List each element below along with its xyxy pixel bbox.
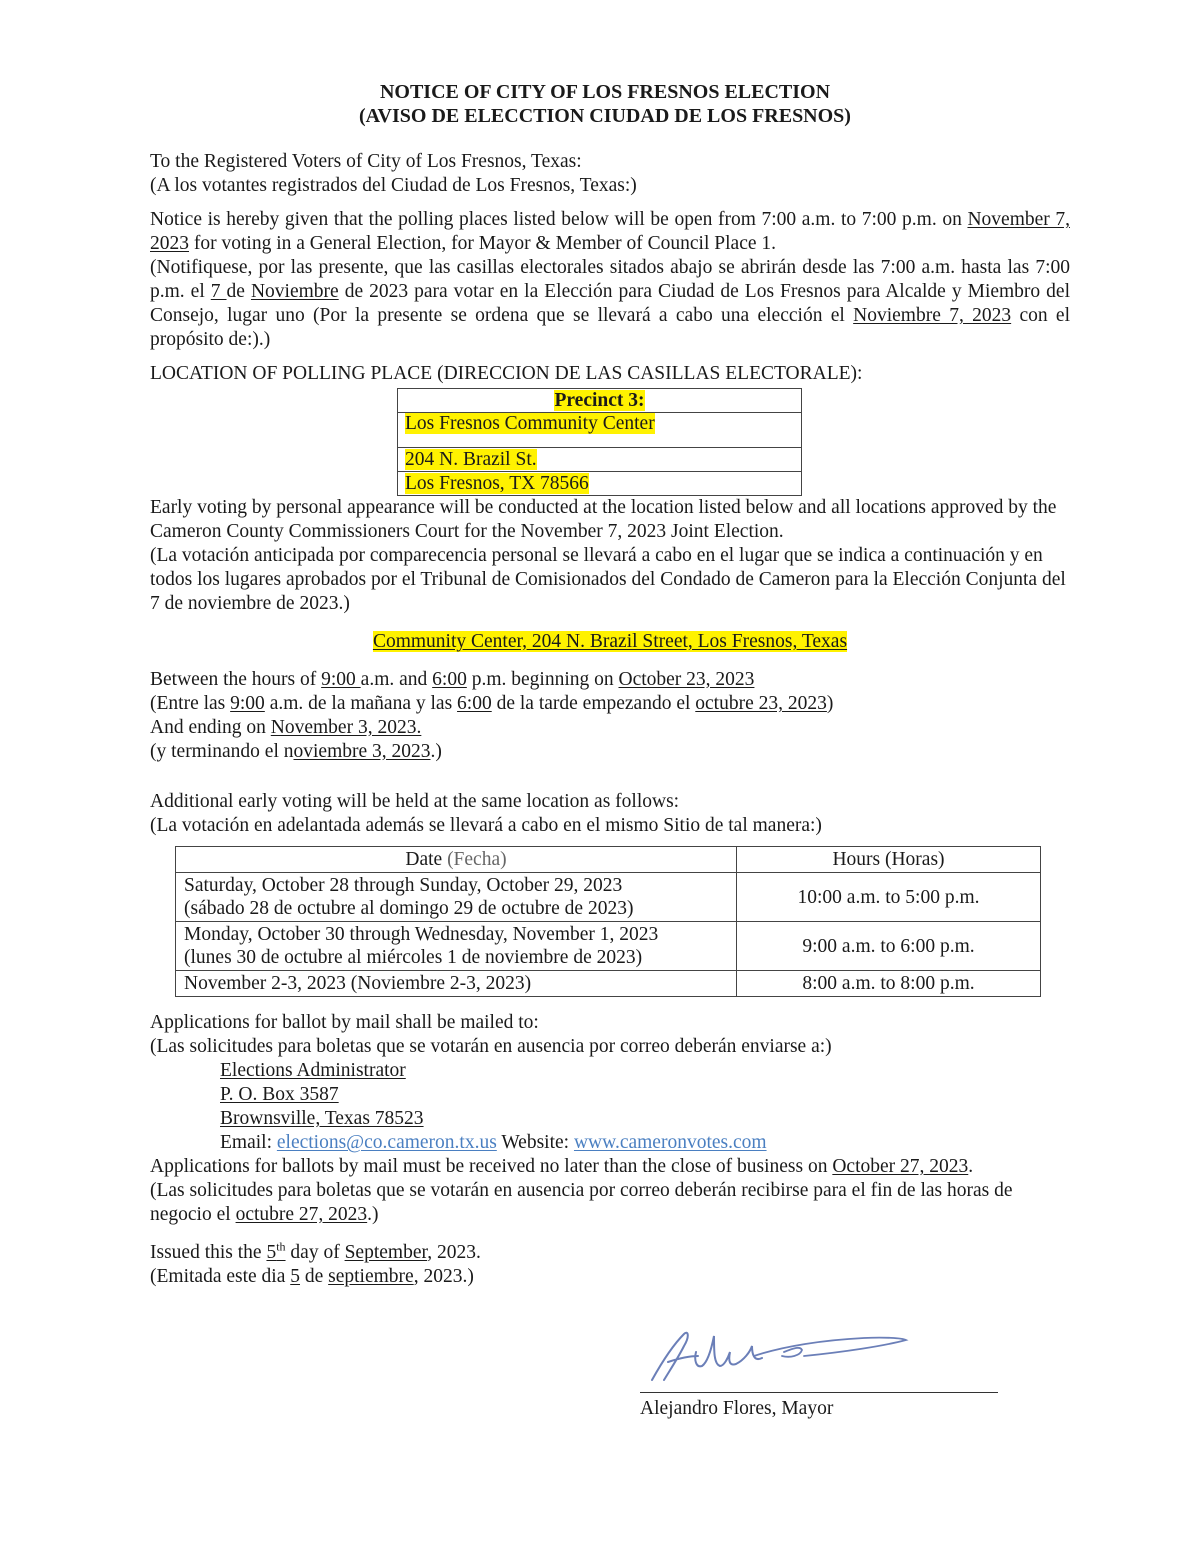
mail-english: Applications for ballot by mail shall be mailed to: — [150, 1012, 539, 1033]
precinct-label: Precinct 3: — [554, 389, 645, 411]
title-english: NOTICE OF CITY OF LOS FRESNOS ELECTION — [379, 81, 831, 103]
mail-deadline-spanish: (Las solicitudes para boletas que se votarán en ausencia por correo deberán recibirse para el fin de las horas de negocio el octubre 27, 2023.) — [150, 1180, 1013, 1225]
mail-address-line-2: P. O. Box 3587 — [220, 1084, 339, 1105]
notice-document: NOTICE OF CITY OF LOS FRESNOS ELECTION (AVISO DE ELECCTION CIUDAD DE LOS FRESNOS) To the Registered Voters of City of Los Fresnos, Texas: (A los votantes registrados del Ciudad de Los Fresnos, Texas:) Notice is hereby given that the polling places listed below will be open from 7:00 a.m. to 7:00 p.m. on November 7, 2023 for voting in a General Election, for Mayor & Member of Council Place 1. (Notifiquese, por las presente, que las casillas electorales sitados abajo se abrirán desde las 7:00 a.m. hasta las 7:00 p.m. el 7 de Noviembre de 2023 para votar en la Elección para Ciudad de Los Fresnos para Alcalde y Miembro del Consejo, lugar uno (Por la presente se ordena que se llevará a cabo una elección el Noviembre 7, 2023 con el propósito de:).) LOCATION OF POLLING PLACE (DIRECCION DE LAS CASILLAS ELECTORALE): Precinct 3: Los Fresnos Community Center 204 N. Brazil St. Los Fresnos, TX 78566 Early voting by personal appearance will be conducted at the location listed below and all locations approved by the Cameron County Commissioners Court for the November 7, 2023 Joint Election. (La votación anticipada por comparecencia personal se llevará a cabo en el lugar que se indica a continuación y en todos los lugares aprobados por el Tribunal de Comisionados del Condado de Cameron para la Elección Conjunta del 7 de noviembre de 2023.) Community Center, 204 N. Brazil Street, Los Fresnos, Texas Between the hours of 9:00 a.m. and 6:00 p.m. beginning on October 23, 2023 (Entre las 9:00 a.m. de la mañana y las 6:00 de la tarde empezando el octubre 23, 2023) And ending on November 3, 2023. (y terminando el noviembre 3, 2023.) Additional early voting will be held at the same location as follows: (La votación en adelantada además se llevará a cabo en el mismo Sitio de tal manera:) Date (Fecha) Hours (Horas) Saturday, October 28 through Sunday, October 29, 2023 (sábado 28 de octubre al domingo 29 de octubre de 2023) 10:00 a.m. to 5:00 p.m. Monday, October 30 through Wednesday, November 1, 2023 (lunes 30 de octubre al miércoles 1 de noviembre de 2023) 9:00 a.m. to 6:00 p.m. November 2-3, 2023 (Noviembre 2-3, 2023) 8:00 a.m. to 8:00 p.m. Applications for ballot by mail shall be mailed to: (Las solicitudes para boletas que se votarán en ausencia por correo deberán enviarse a:) Elections Administrator P. O. Box 3587 Brownsville, Texas 78523 Email: elections@co.cameron.tx.us Website: www.cameronvotes.com Applications for ballots by mail must be received no later than the close of business on October 27, 2023. (Las solicitudes para boletas que se votarán en ausencia por correo deberán recibirse para el fin de las horas de negocio el octubre 27, 2023.) Issued this the 5th day of September, 2023. (Emitada este dia 5 de septiembre, 2023.) — [150, 80, 1070, 1289]
column-header-hours: Hours (Horas) — [737, 847, 1041, 873]
early-voting-hours: Between the hours of 9:00 a.m. and 6:00 p.m. beginning on October 23, 2023 (Entre las 9:00 a.m. de la mañana y las 6:00 de la tarde empezando el octubre 23, 2023) And ending on November 3, 2023. (y terminando el noviembre 3, 2023.) — [150, 669, 834, 762]
polling-place-table — [397, 388, 802, 496]
mail-deadline-english: Applications for ballots by mail must be received no later than the close of business on October 27, 2023. — [150, 1156, 974, 1177]
additional-english: Additional early voting will be held at the same location as follows: — [150, 791, 680, 812]
column-header-date: Date (Fecha) — [176, 847, 737, 873]
early-voting-english: Early voting by personal appearance will be conducted at the location listed below and all locations approved by the Cameron County Commissioners Court for the November 7, 2023 Joint Election. — [150, 497, 1057, 542]
issued-spanish: (Emitada este dia 5 de septiembre, 2023.) — [150, 1266, 474, 1287]
title-spanish: (AVISO DE ELECCTION CIUDAD DE LOS FRESNOS) — [359, 105, 851, 127]
greeting-spanish: (A los votantes registrados del Ciudad de Los Fresnos, Texas:) — [150, 175, 637, 196]
mail-address-line-3: Brownsville, Texas 78523 — [220, 1108, 424, 1129]
email-link[interactable]: elections@co.cameron.tx.us — [276, 1132, 497, 1153]
notice-spanish: (Notifiquese, por las presente, que las casillas electorales sitados abajo se abrirán desde las 7:00 a.m. hasta las 7:00 p.m. el 7 de Noviembre de 2023 para votar en la Elección para Ciudad de Los Fresnos para Alcalde y Miembro del Consejo, lugar uno (Por la presente se ordena que se llevará a cabo una elección el Noviembre 7, 2023 con el propósito de:).) — [150, 257, 1071, 350]
signature-block — [640, 1330, 1000, 1421]
polling-place-street: 204 N. Brazil St. — [405, 448, 537, 470]
early-voting-location: Community Center, 204 N. Brazil Street, Los Fresnos, Texas — [372, 631, 848, 652]
table-row: November 2-3, 2023 (Noviembre 2-3, 2023) 8:00 a.m. to 8:00 p.m. — [176, 971, 1041, 997]
polling-place-name: Los Fresnos Community Center — [405, 413, 655, 434]
issued-english: Issued this the 5th day of September, 2023. — [150, 1239, 481, 1263]
website-link[interactable]: www.cameronvotes.com — [573, 1132, 767, 1153]
greeting-english: To the Registered Voters of City of Los Fresnos, Texas: — [150, 151, 582, 172]
table-row: Monday, October 30 through Wednesday, November 1, 2023 (lunes 30 de octubre al miércoles 1 de noviembre de 2023) 9:00 a.m. to 6:00 p.m. — [176, 922, 1041, 971]
polling-heading: LOCATION OF POLLING PLACE (DIRECCION DE LAS CASILLAS ELECTORALE): — [150, 363, 863, 384]
mail-address-line-1: Elections Administrator — [220, 1060, 406, 1081]
election-date: November 7, 2023 — [150, 209, 1070, 254]
notice-english: Notice is hereby given that the polling places listed below will be open from 7:00 a.m. to 7:00 p.m. on November 7, 2023 for voting in a General Election, for Mayor & Member of Council Place 1. — [150, 209, 1070, 254]
signer-name: Alejandro Flores, Mayor — [640, 1398, 834, 1419]
additional-spanish: (La votación en adelantada además se llevará a cabo en el mismo Sitio de tal manera:) — [150, 815, 822, 836]
early-voting-schedule-table — [175, 846, 1041, 997]
signature-image — [644, 1322, 914, 1392]
mail-spanish: (Las solicitudes para boletas que se votarán en ausencia por correo deberán enviarse a:) — [150, 1036, 832, 1057]
table-row: Saturday, October 28 through Sunday, October 29, 2023 (sábado 28 de octubre al domingo 29 de octubre de 2023) 10:00 a.m. to 5:00 p.m. — [176, 873, 1041, 922]
polling-place-city: Los Fresnos, TX 78566 — [405, 472, 589, 494]
early-voting-spanish: (La votación anticipada por comparecencia personal se llevará a cabo en el lugar que se indica a continuación y en todos los lugares aprobados por el Tribunal de Comisionados del Condado de Cameron para la Elección Conjunta del 7 de noviembre de 2023.) — [150, 545, 1066, 614]
